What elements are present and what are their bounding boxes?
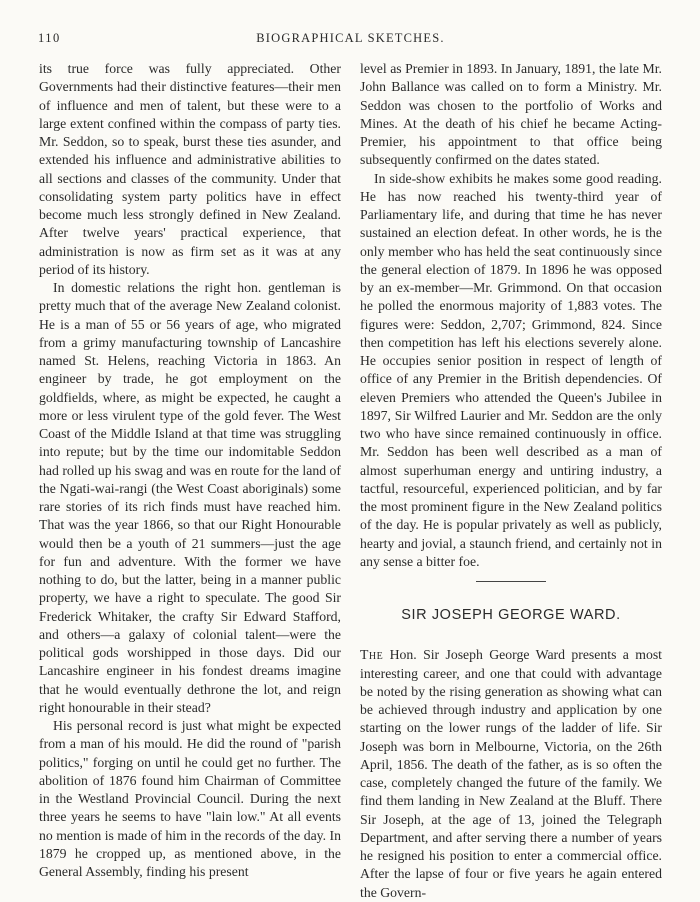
paragraph: its true force was fully appreciated. Other Governments had their distinctive features—their men of influence and men of talent, but these were to a large extent confined within the compass of party ties. Mr. Seddon, so to speak, burst these ties asunder, and extended his influence and administrative abilities to all sections and classes of the community. Under that consolidating system party politics have in effect become much less strongly defined in New Zealand. After twelve years' practical experience, that administration is now as firm set as it was at any period of its history. xyxy=(39,61,341,277)
paragraph-text: Hon. Sir Joseph George Ward presents a most interesting career, and one that could with advantage be noted by the rising generation as showing what can be achieved through industry and application by one starting on the lower rungs of the ladder of life. Sir Joseph was born in Melbourne, Victoria, on the 26th April, 1856. The death of the father, as is so often the case, completely changed the future of the family. We find them landing in New Zealand at the Bluff. There Sir Joseph, at the age of 13, joined the Telegraph Department, and after serving there a number of years he resigned his position to enter a commercial office. After the lapse of four or five years he again entered the Govern- xyxy=(360,647,662,900)
right-column xyxy=(360,60,662,902)
left-column xyxy=(39,60,341,881)
paragraph: In side-show exhibits he makes some good reading. He has now reached his twenty-third year of Parliamentary life, and during that time he has never sustained an election defeat. In other words, he is the only member who has held the seat continuously since the general election of 1879. In 1896 he was opposed by an ex-member—Mr. Grimmond. On that occasion he polled the enormous majority of 1,883 votes. The figures were: Seddon, 2,707; Grimmond, 824. Since then competition has left his elections severely alone. He occupies senior position in respect of length of office of any Premier in the British dependencies. Of eleven Premiers who attended the Queen's Jubilee in 1897, Sir Wilfred Laurier and Mr. Seddon are the only two who have since remained continuously in office. Mr. Seddon has been well described as a man of almost superhuman energy and untiring industry, a tactful, resourceful, experienced politician, and by far the most prominent figure in the New Zealand politics of the day. He is popular privately as well as publicly, hearty and jovial, a staunch friend, and certainly not in any sense a bitter foe. xyxy=(360,170,662,569)
paragraph: level as Premier in 1893. In January, 1891, the late Mr. John Ballance was called on to form a Ministry. Mr. Seddon was chosen to the portfolio of Works and Mines. At the death of his chief he became Acting-Premier, his appointment to that office being subsequently confirmed on the dates stated. xyxy=(360,61,662,168)
paragraph xyxy=(360,646,662,902)
section-divider xyxy=(476,581,546,582)
lead-word: The xyxy=(360,647,384,663)
page-number: 110 xyxy=(38,31,61,45)
running-head: BIOGRAPHICAL SKETCHES. xyxy=(256,31,445,45)
paragraph: In domestic relations the right hon. gentleman is pretty much that of the average New Zealand colonist. He is a man of 55 or 56 years of age, who migrated from a grimy manufacturing township of Lancashire named St. Helens, reaching Victoria in 1863. An engineer by trade, he got employment on the goldfields, where, as might be expected, he caught a more or less virulent type of the gold fever. The West Coast of the Middle Island at that time was struggling into repute; but by the time our indomitable Seddon had rolled up his swag and was en route for the land of the Ngati-wai-rangi (the West Coast aboriginals) some rare stories of its rich finds must have reached him. That was the year 1866, so that our Right Honourable would then be a youth of 21 summers—just the age for fun and adventure. With the former we have nothing to do, but the latter, being in a manner public property, we have a right to speculate. The good Sir Frederick Whitaker, the crafty Sir Edward Stafford, and others—a galaxy of colonial talent—were the political gods worshipped in those days. Did our Lancashire engineer in his fondest dreams imagine that he would eventually dethrone the lot, and reign right honourable in their stead? xyxy=(39,280,341,715)
paragraph: His personal record is just what might be expected from a man of his mould. He did the round of "parish politics," forging on until he could get no further. The abolition of 1876 found him Chairman of Committee in the Westland Provincial Council. During the next three years he seems to have "lain low." At all events no mention is made of him in the records of the day. In 1879 he cropped up, as mentioned above, in the General Assembly, finding his present xyxy=(39,718,341,879)
page-header xyxy=(38,31,663,51)
section-title: SIR JOSEPH GEORGE WARD. xyxy=(401,607,621,623)
